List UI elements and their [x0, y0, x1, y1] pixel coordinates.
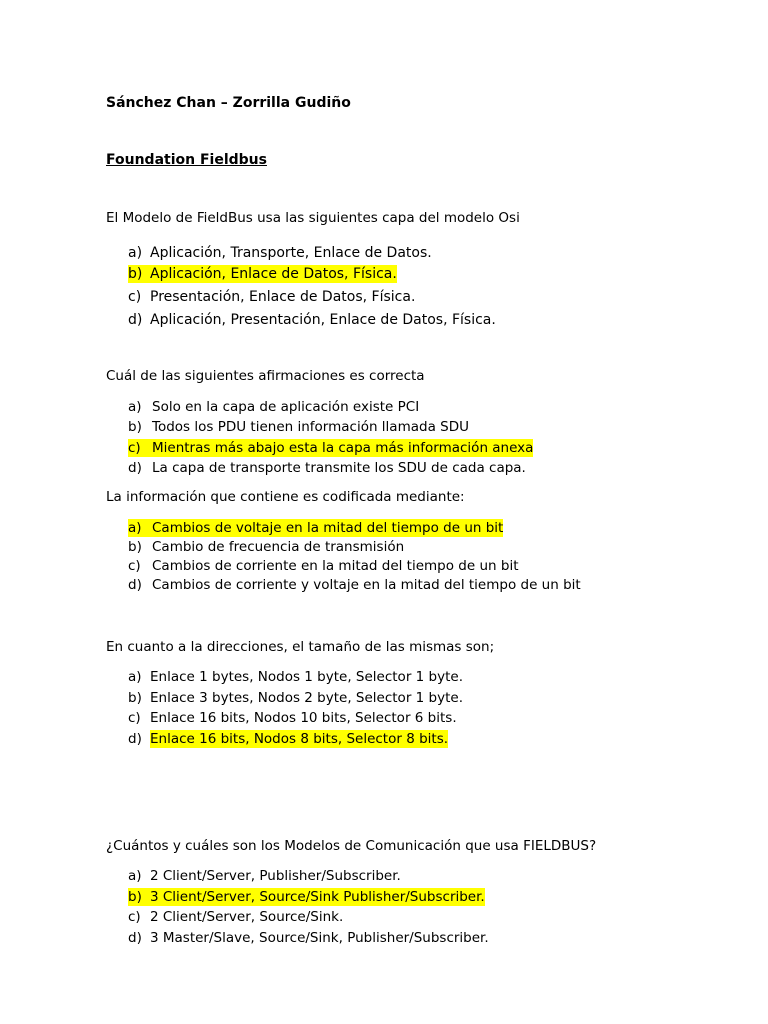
option-letter: d) [128, 731, 142, 747]
option-4b [128, 689, 463, 707]
option-3c [128, 557, 518, 575]
option-text: Cambios de voltaje en la mitad del tiempo de un bit [152, 520, 504, 536]
option-text: 2 Client/Server, Source/Sink. [150, 909, 344, 925]
question-prompt-2: Cuál de las siguientes afirmaciones es correcta [106, 368, 425, 384]
option-letter: b) [128, 690, 142, 706]
option-letter: b) [128, 539, 142, 555]
option-2b [128, 418, 469, 436]
option-3b [128, 538, 404, 556]
option-text: 3 Client/Server, Source/Sink Publisher/Subscriber. [150, 889, 485, 905]
question-prompt-3: La información que contiene es codificada mediante: [106, 489, 465, 505]
option-letter: b) [128, 266, 143, 282]
option-5d [128, 929, 489, 947]
option-1b-correct [128, 265, 397, 283]
option-1d [128, 311, 496, 329]
option-text: Cambio de frecuencia de transmisión [152, 539, 405, 555]
option-text: Enlace 1 bytes, Nodos 1 byte, Selector 1 byte. [150, 669, 463, 685]
option-2a [128, 398, 419, 416]
option-text: Aplicación, Presentación, Enlace de Datos, Física. [150, 312, 496, 328]
option-text: Enlace 16 bits, Nodos 10 bits, Selector 6 bits. [150, 710, 457, 726]
option-text: La capa de transporte transmite los SDU de cada capa. [152, 460, 526, 476]
option-3a-correct [128, 519, 503, 537]
option-2d [128, 459, 526, 477]
option-text: Cambios de corriente y voltaje en la mitad del tiempo de un bit [152, 577, 581, 593]
question-prompt-4: En cuanto a la direcciones, el tamaño de las mismas son; [106, 639, 495, 655]
option-4a [128, 668, 463, 686]
option-5a [128, 867, 401, 885]
option-letter: c) [128, 710, 141, 726]
question-prompt-5: ¿Cuántos y cuáles son los Modelos de Comunicación que usa FIELDBUS? [106, 838, 597, 854]
question-prompt-1: El Modelo de FieldBus usa las siguientes capa del modelo Osi [106, 210, 520, 226]
option-letter: d) [128, 460, 142, 476]
option-letter: d) [128, 312, 143, 328]
document-title: Foundation Fieldbus [106, 152, 267, 168]
option-5c [128, 908, 343, 926]
option-text: 2 Client/Server, Publisher/Subscriber. [150, 868, 401, 884]
option-text: Todos los PDU tienen información llamada SDU [152, 419, 469, 435]
option-3d [128, 576, 581, 594]
option-2c-correct [128, 439, 533, 457]
option-text: Enlace 3 bytes, Nodos 2 byte, Selector 1 byte. [150, 690, 463, 706]
option-4d [128, 730, 448, 748]
option-text: 3 Master/Slave, Source/Sink, Publisher/Subscriber. [150, 930, 489, 946]
option-4c [128, 709, 457, 727]
option-letter: c) [128, 909, 141, 925]
option-letter: a) [128, 245, 143, 261]
option-letter: b) [128, 419, 142, 435]
option-1c [128, 288, 415, 306]
option-letter: a) [128, 669, 142, 685]
option-letter: c) [128, 289, 142, 305]
option-letter: c) [128, 440, 141, 456]
option-letter: c) [128, 558, 141, 574]
authors-line: Sánchez Chan – Zorrilla Gudiño [106, 95, 351, 111]
option-5b-correct [128, 888, 485, 906]
option-text: Cambios de corriente en la mitad del tiempo de un bit [152, 558, 519, 574]
option-text: Aplicación, Transporte, Enlace de Datos. [150, 245, 432, 261]
option-text: Presentación, Enlace de Datos, Física. [150, 289, 416, 305]
option-letter: a) [128, 520, 142, 536]
option-text: Aplicación, Enlace de Datos, Física. [150, 266, 397, 282]
option-letter: a) [128, 399, 142, 415]
option-letter: b) [128, 889, 142, 905]
option-text: Mientras más abajo esta la capa más información anexa [152, 440, 534, 456]
option-1a [128, 244, 432, 262]
option-letter: d) [128, 930, 142, 946]
option-text-correct: Enlace 16 bits, Nodos 8 bits, Selector 8 bits. [150, 731, 449, 747]
option-letter: a) [128, 868, 142, 884]
option-letter: d) [128, 577, 142, 593]
option-text: Solo en la capa de aplicación existe PCI [152, 399, 420, 415]
